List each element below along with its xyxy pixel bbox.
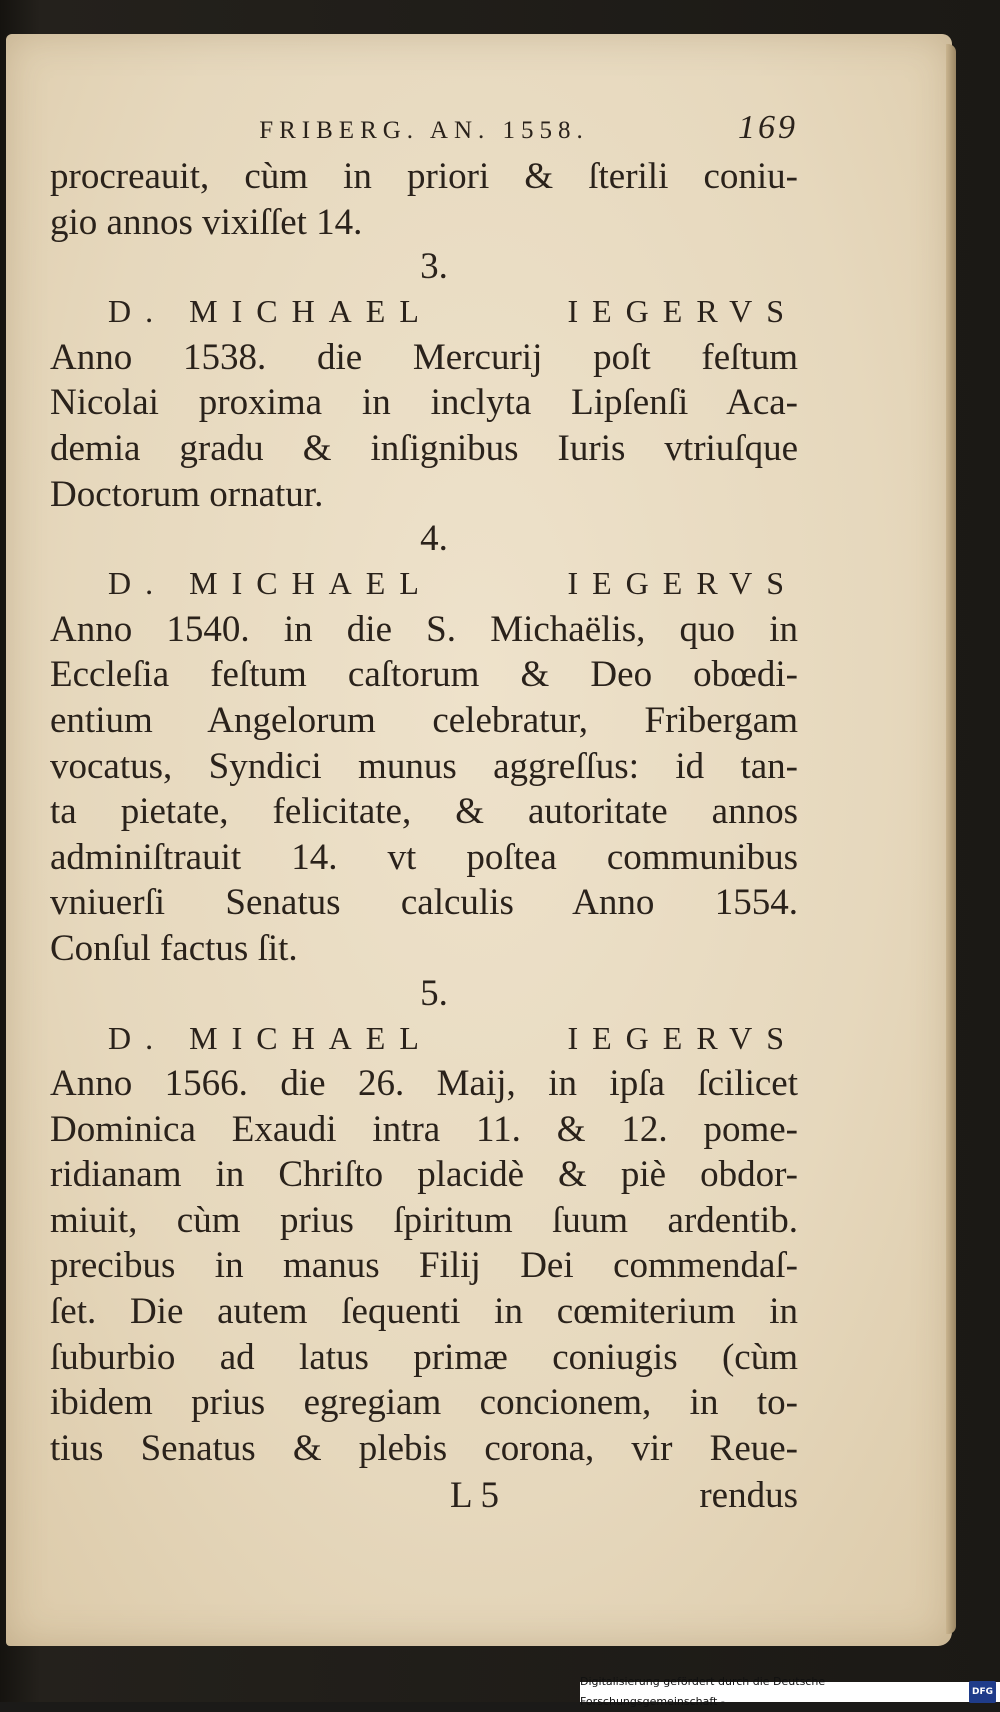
text-line: gio annos vixiſſet 14. [50,201,363,243]
dfg-logo-icon: DFG [969,1681,996,1703]
credit-text: Digitalisierung gefördert durch die Deutsche Forschungsgemeinschaft - [580,1675,826,1708]
text-line: tius Senatus & plebis corona, vir Reue- [50,1427,798,1469]
text-line: Anno 1538. die Mercurij poſt feſtum [50,336,798,378]
page-edge [946,44,956,1634]
text-line: Doctorum ornatur. [50,473,324,515]
text-line: ſet. Die autem ſequenti in cœmiterium in [50,1291,798,1333]
text-line: vocatus, Syndici munus aggreſſus: id tan- [50,745,798,787]
text-line: Eccleſia feſtum caſtorum & Deo obœdi- [50,654,798,696]
running-head [50,102,798,154]
section-heading [50,1016,798,1062]
text-line: adminiſtrauit 14. vt poſtea communibus [50,836,798,878]
text-block [50,102,798,1519]
book-page [6,34,952,1646]
text-line: precibus in manus Filij Dei commendaſ- [50,1245,798,1287]
heading-first: D. MICHAEL [108,293,433,330]
text-line: Dominica Exaudi intra 11. & 12. pome- [50,1108,798,1150]
text-line: entium Angelorum celebratur, Fribergam [50,699,798,741]
signature-mark: L 5 [450,1475,499,1517]
catchword: rendus [699,1475,798,1517]
text-line: ſuburbio ad latus primæ coniugis (cùm [50,1336,798,1378]
text-line: ridianam in Chriſto placidè & piè obdor- [50,1154,798,1196]
heading-last: IEGERVS [567,293,798,330]
running-title: FRIBERG. AN. 1558. [259,117,589,144]
heading-first: D. MICHAEL [108,565,433,602]
text-line: miuit, cùm prius ſpiritum ſuum ardentib. [50,1199,798,1241]
section-number: 4. [420,518,448,560]
page-number: 169 [738,109,798,146]
section-heading [50,561,798,607]
heading-last: IEGERVS [567,1019,798,1056]
text-line: Nicolai proxima in inclyta Lipſenſi Aca- [50,382,798,424]
text-line: procreauit, cùm in priori & ſterili coniu- [50,156,798,197]
section-number: 3. [420,246,448,288]
heading-first: D. MICHAEL [108,1019,433,1056]
section-number: 5. [420,972,448,1014]
text-line: Anno 1540. in die S. Michaëlis, quo in [50,608,798,650]
page-footer [50,1473,798,1519]
text-line: ta pietate, felicitate, & autoritate annos [50,791,798,833]
text-line: Conſul factus ſit. [50,927,298,969]
section-heading [50,289,798,335]
digitization-credit [580,1675,1000,1708]
heading-last: IEGERVS [567,565,798,602]
text-line: vniuerſi Senatus calculis Anno 1554. [50,882,798,924]
text-line: Anno 1566. die 26. Maij, in ipſa ſcilicet [50,1063,798,1105]
text-line: ibidem prius egregiam concionem, in to- [50,1382,798,1424]
text-line: demia gradu & inſignibus Iuris vtriuſque [50,427,798,469]
